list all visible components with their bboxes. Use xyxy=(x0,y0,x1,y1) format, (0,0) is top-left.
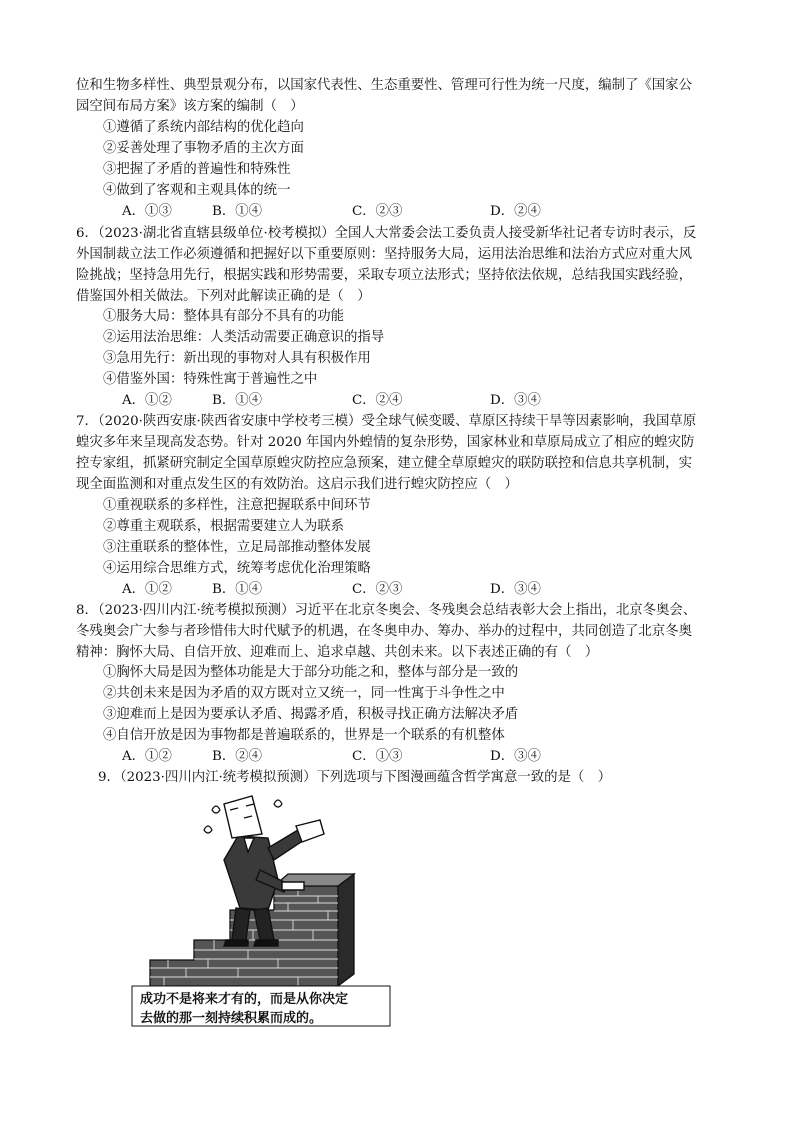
q6-option: ③急用先行：新出现的事物对人具有积极作用 xyxy=(103,351,371,366)
q8-option: ④自信开放是因为事物都是普遍联系的，世界是一个联系的有机整体 xyxy=(103,728,505,743)
q8-choice-d: D．③④ xyxy=(490,749,541,764)
caption-line: 去做的那一刻持续积累而成的。 xyxy=(140,1011,323,1026)
q8-choice-b: B．②④ xyxy=(212,749,263,764)
q5-option: ①遵循了系统内部结构的优化趋向 xyxy=(103,120,304,135)
q8-option: ③迎难而上是因为要承认矛盾、揭露矛盾，积极寻找正确方法解决矛盾 xyxy=(103,707,519,722)
q7-stem-line: 7．（2020·陕西安康·陕西省安康中学校考三模）受全球气候变暖、草原区持续干旱等因素影响，我国草原 xyxy=(76,414,697,429)
q5-option: ③把握了矛盾的普遍性和特殊性 xyxy=(103,162,291,177)
q6-option: ④借鉴外国：特殊性寓于普遍性之中 xyxy=(103,372,318,387)
q6-option: ①服务大局：整体具有部分不具有的功能 xyxy=(103,309,345,324)
q6-choice-d: D．③④ xyxy=(490,393,541,408)
q8-option: ②共创未来是因为矛盾的双方既对立又统一，同一性寓于斗争性之中 xyxy=(103,686,505,701)
q8-stem-line: 精神：胸怀大局、自信开放、迎难而上、追求卓越、共创未来。以下表述正确的有（ ） xyxy=(76,645,599,660)
q5-stem-line: 园空间布局方案》该方案的编制（ ） xyxy=(76,99,304,114)
q7-stem-line: 蝗灾多年来呈现高发态势。针对 2020 年国内外蝗情的复杂形势，国家林业和草原局成立了相应的蝗灾防 xyxy=(76,435,695,450)
q5-choice-d: D．②④ xyxy=(490,204,541,219)
q5-choice-b: B．①④ xyxy=(212,204,263,219)
q7-option: ④运用综合思维方式，统筹考虑优化治理策略 xyxy=(103,561,371,576)
q7-option: ①重视联系的多样性，注意把握联系中间环节 xyxy=(103,498,371,513)
q8-stem-line: 8．（2023·四川内江·统考模拟预测）习近平在北京冬奥会、冬残奥会总结表彰大会上指出，北京冬奥会、 xyxy=(76,603,697,618)
q5-stem-line: 位和生物多样性、典型景观分布，以国家代表性、生态重要性、管理可行性为统一尺度，编制了《国家公 xyxy=(76,78,692,93)
q7-stem-line: 现全面监测和对重点发生区的有效防治。这启示我们进行蝗灾防控应（ ） xyxy=(76,477,518,492)
q7-stem-line: 控专家组，抓紧研究制定全国草原蝗灾防控应急预案，建立健全草原蝗灾的联防联控和信息共享机制，实 xyxy=(76,456,692,471)
q6-stem-line: 险挑战；坚持急用先行，根据实践和形势需要，采取专项立法形式；坚持依法依规，总结我国实践经验， xyxy=(76,268,692,283)
q6-stem-line: 外国制裁立法工作必须遵循和把握好以下重要原则：坚持服务大局，运用法治思维和法治方式应对重大风 xyxy=(76,247,692,262)
q6-stem-line: 借鉴国外相关做法。下列对此解读正确的是（ ） xyxy=(76,289,371,304)
q7-choice-d: D．③④ xyxy=(490,582,541,597)
cartoon-caption xyxy=(140,990,348,1028)
q5-choice-a: A．①③ xyxy=(122,204,172,219)
q7-option: ②尊重主观联系，根据需要建立人为联系 xyxy=(103,519,345,534)
q5-choice-c: C．②③ xyxy=(352,204,403,219)
q6-choice-c: C．②④ xyxy=(352,393,403,408)
q7-choice-c: C．②③ xyxy=(352,582,403,597)
q8-stem-line: 冬残奥会广大参与者珍惜伟大时代赋予的机遇，在冬奥申办、筹办、举办的过程中，共同创造了北京冬奥 xyxy=(76,624,692,639)
q5-option: ②妥善处理了事物矛盾的主次方面 xyxy=(103,141,304,156)
caption-line: 成功不是将来才有的，而是从你决定 xyxy=(140,992,349,1007)
q6-choice-a: A．①② xyxy=(122,393,172,408)
q5-option: ④做到了客观和主观具体的统一 xyxy=(103,183,291,198)
q9-stem: 9．（2023·四川内江·统考模拟预测）下列选项与下图漫画蕴含哲学寓意一致的是（ ） xyxy=(98,770,612,785)
q8-choice-c: C．①③ xyxy=(352,749,403,764)
q8-choice-a: A．①② xyxy=(122,749,172,764)
q8-option: ①胸怀大局是因为整体功能是大于部分功能之和，整体与部分是一致的 xyxy=(103,665,519,680)
q7-choice-a: A．①② xyxy=(122,582,172,597)
q7-choice-b: B．①④ xyxy=(212,582,263,597)
q6-choice-b: B．①④ xyxy=(212,393,263,408)
q7-option: ③注重联系的整体性，立足局部推动整体发展 xyxy=(103,540,371,555)
q6-stem-line: 6．（2023·湖北省直辖县级单位·校考模拟）全国人大常委会法工委负责人接受新华社记者专访时表示，反 xyxy=(76,226,697,241)
q6-option: ②运用法治思维：人类活动需要正确意识的指导 xyxy=(103,330,385,345)
